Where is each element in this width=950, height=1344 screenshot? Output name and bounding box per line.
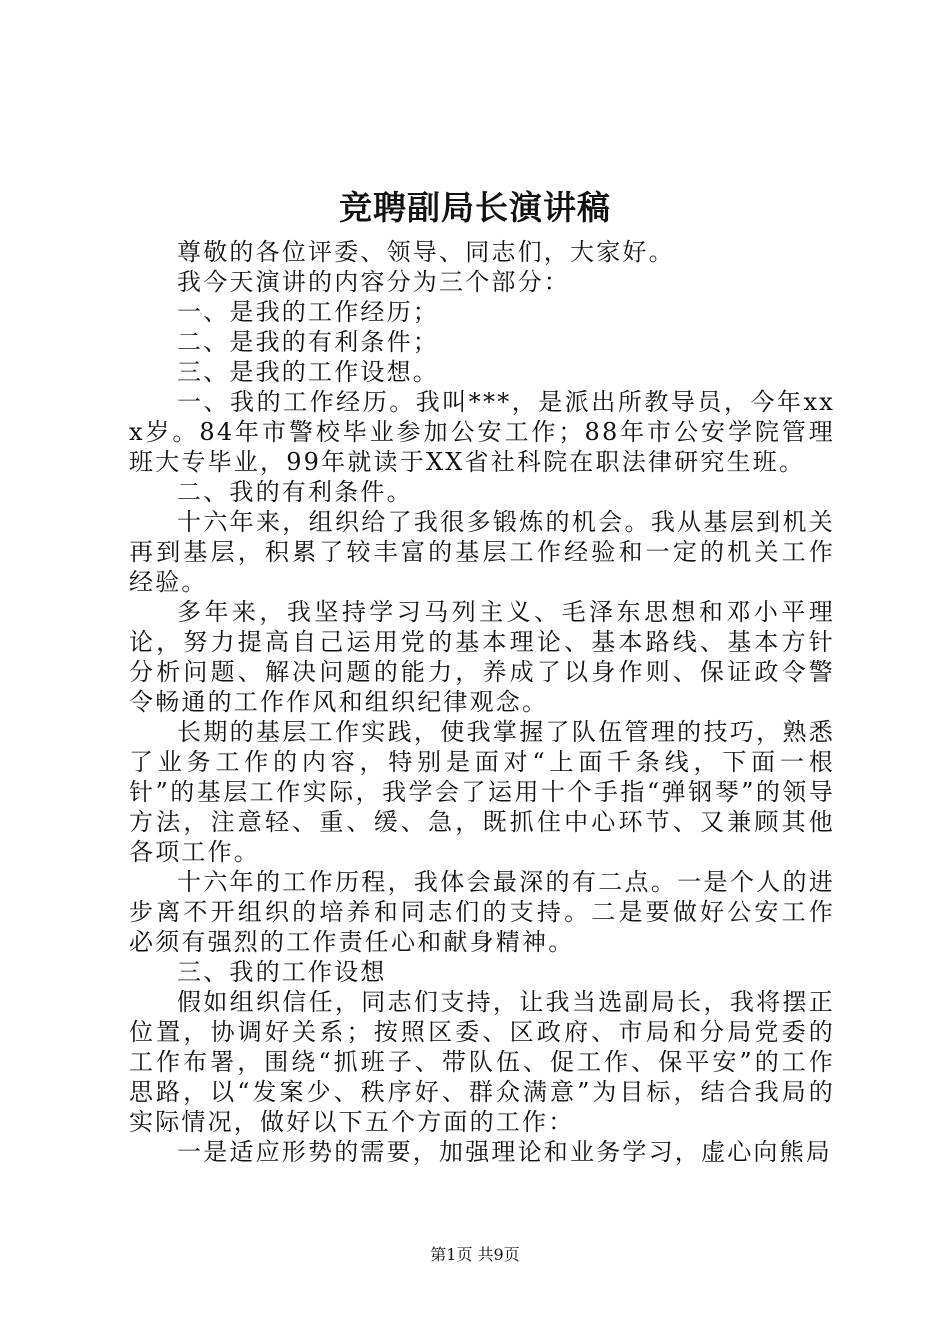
paragraph-work-history: 一、我的工作经历。我叫***，是派出所教导员，今年xxx岁。84年市警校毕业参加公安工作；88年市公安学院管理班大专毕业，99年就读于XX省社科院在职法律研究生班。 <box>129 388 835 476</box>
document-title: 竞聘副局长演讲稿 <box>339 188 611 227</box>
paragraph-greeting: 尊敬的各位评委、领导、同志们，大家好。 <box>177 238 675 266</box>
paragraph-outline-item-1: 一、是我的工作经历； <box>177 298 439 326</box>
document-body <box>129 237 835 1167</box>
paragraph-outline-item-2: 二、是我的有利条件； <box>177 328 439 356</box>
paragraph-outline-intro: 我今天演讲的内容分为三个部分： <box>177 268 570 296</box>
section-heading-advantages: 二、我的有利条件。 <box>177 478 413 506</box>
paragraph-advantages-3: 长期的基层工作实践，使我掌握了队伍管理的技巧，熟悉了业务工作的内容，特别是面对“上面千条线，下面一根针”的基层工作实际，我学会了运用十个手指“弹钢琴”的领导方法，注意轻、重、缓、急，既抓住中心环节、又兼顾其他各项工作。 <box>129 718 835 866</box>
paragraph-plans-2: 一是适应形势的需要，加强理论和业务学习，虚心向熊局 <box>177 1138 832 1166</box>
section-heading-plans: 三、我的工作设想 <box>177 958 387 986</box>
paragraph-outline-item-3: 三、是我的工作设想。 <box>177 358 439 386</box>
paragraph-plans-1: 假如组织信任，同志们支持，让我当选副局长，我将摆正位置，协调好关系；按照区委、区政府、市局和分局党委的工作布署，围绕“抓班子、带队伍、促工作、保平安”的工作思路，以“发案少、秩序好、群众满意”为目标，结合我局的实际情况，做好以下五个方面的工作： <box>129 988 835 1136</box>
paragraph-advantages-2: 多年来，我坚持学习马列主义、毛泽东思想和邓小平理论，努力提高自己运用党的基本理论、基本路线、基本方针分析问题、解决问题的能力，养成了以身作则、保证政令警令畅通的工作作风和组织纪律观念。 <box>129 598 835 716</box>
page-number-footer: 第1页 共9页 <box>430 1245 520 1264</box>
paragraph-advantages-4: 十六年的工作历程，我体会最深的有二点。一是个人的进步离不开组织的培养和同志们的支持。二是要做好公安工作必须有强烈的工作责任心和献身精神。 <box>129 868 835 956</box>
paragraph-advantages-1: 十六年来，组织给了我很多锻炼的机会。我从基层到机关再到基层，积累了较丰富的基层工作经验和一定的机关工作经验。 <box>129 508 835 596</box>
